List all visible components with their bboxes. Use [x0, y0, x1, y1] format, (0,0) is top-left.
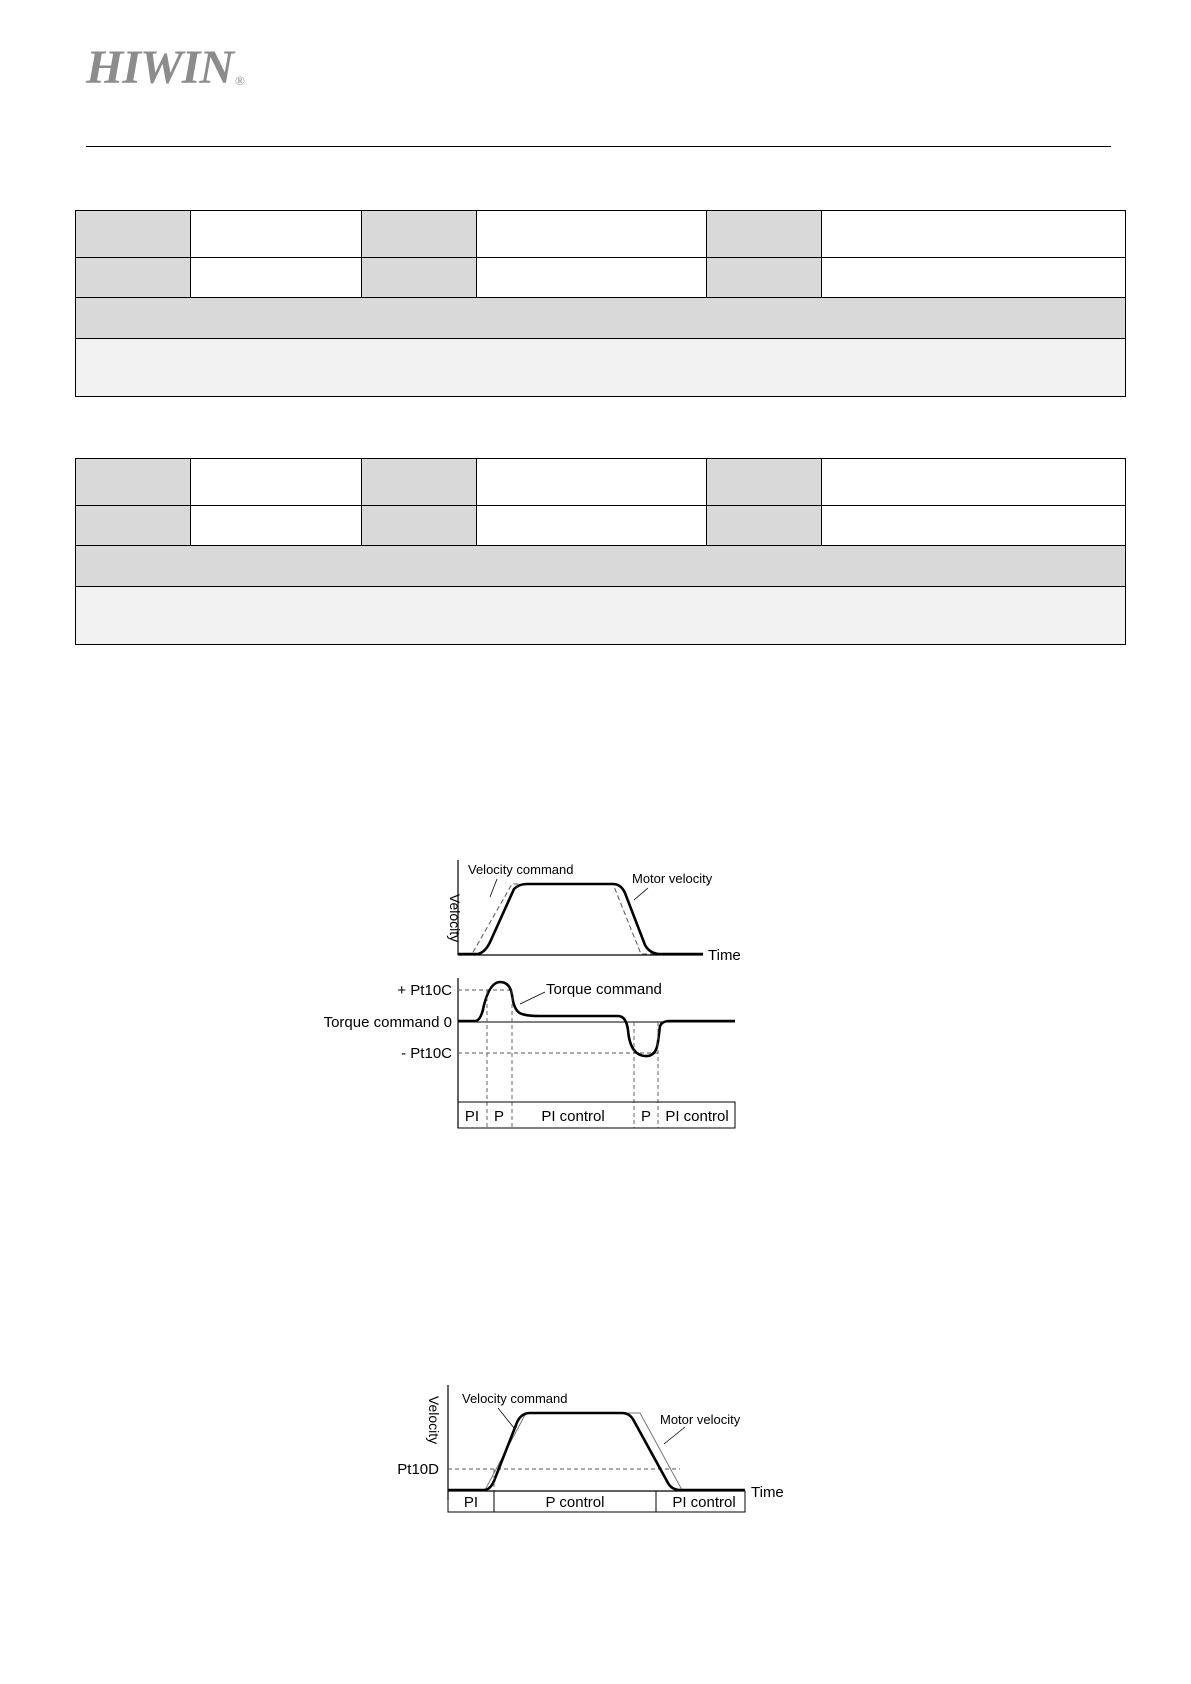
table2-value-cell [477, 459, 707, 506]
table2-description-row [76, 587, 1126, 645]
motor-velocity-curve [458, 884, 703, 954]
table1-value-cell [822, 258, 1126, 298]
minus-limit-label: - Pt10C [401, 1045, 452, 1062]
table1-section-row [76, 298, 1126, 339]
table2-label-cell [362, 459, 477, 506]
motor-velocity-arrow [664, 1427, 685, 1444]
table2-label-cell [76, 459, 191, 506]
motor-velocity-label: Motor velocity [632, 871, 713, 886]
table1-label-cell [707, 258, 822, 298]
table1-description-row [76, 339, 1126, 397]
table2-label-cell [707, 459, 822, 506]
segment-pi-control: PI control [672, 1494, 736, 1511]
table2-value-cell [191, 459, 362, 506]
table1-value-cell [822, 211, 1126, 258]
parameter-table-2 [75, 458, 1126, 645]
segment-p: P [640, 1108, 652, 1125]
time-label: Time [708, 947, 741, 964]
motor-velocity-arrow [634, 888, 648, 900]
table1-value-cell [191, 211, 362, 258]
velocity-command-arrow [490, 879, 497, 897]
table1-label-cell [707, 211, 822, 258]
table1-label-cell [76, 258, 191, 298]
table1-value-cell [477, 211, 707, 258]
table2-value-cell [191, 506, 362, 546]
table2-label-cell [362, 506, 477, 546]
table1-label-cell [362, 211, 477, 258]
table2-label-cell [707, 506, 822, 546]
segment-p-control: P control [545, 1494, 605, 1511]
plus-limit-label: + Pt10C [397, 982, 452, 999]
table1-value-cell [191, 258, 362, 298]
table2-label-cell [76, 506, 191, 546]
logo-text: HIWIN [86, 41, 234, 94]
segment-pi: PI [464, 1108, 480, 1125]
torque-command-arrow [520, 992, 545, 1004]
motor-velocity-label: Motor velocity [660, 1412, 741, 1427]
velocity-axis-label: Velocity [447, 893, 463, 943]
hiwin-logo [86, 41, 244, 94]
segment-pi-control: PI control [665, 1108, 729, 1125]
registered-mark: ® [235, 73, 244, 88]
table2-section-row [76, 546, 1126, 587]
table1-value-cell [477, 258, 707, 298]
segment-p: P [493, 1108, 505, 1125]
table1-label-cell [362, 258, 477, 298]
velocity-axis-label: Velocity [426, 1395, 442, 1445]
velocity-command-label: Velocity command [468, 862, 574, 877]
velocity-switch-figure [0, 1370, 1191, 1530]
torque-command-label: Torque command [546, 981, 662, 998]
header-rule [86, 146, 1111, 147]
segment-pi: PI [463, 1494, 479, 1511]
table2-value-cell [822, 459, 1126, 506]
segment-pi-control: PI control [541, 1108, 605, 1125]
table1-label-cell [76, 211, 191, 258]
velocity-command-curve [458, 884, 703, 954]
threshold-label: Pt10D [397, 1461, 439, 1478]
zero-label: Torque command 0 [323, 1014, 452, 1031]
torque-switch-figure [0, 840, 1191, 1140]
time-label: Time [751, 1484, 784, 1501]
table2-value-cell [822, 506, 1126, 546]
velocity-command-label: Velocity command [462, 1391, 568, 1406]
parameter-table-1 [75, 210, 1126, 397]
table2-value-cell [477, 506, 707, 546]
velocity-command-arrow [498, 1408, 514, 1428]
